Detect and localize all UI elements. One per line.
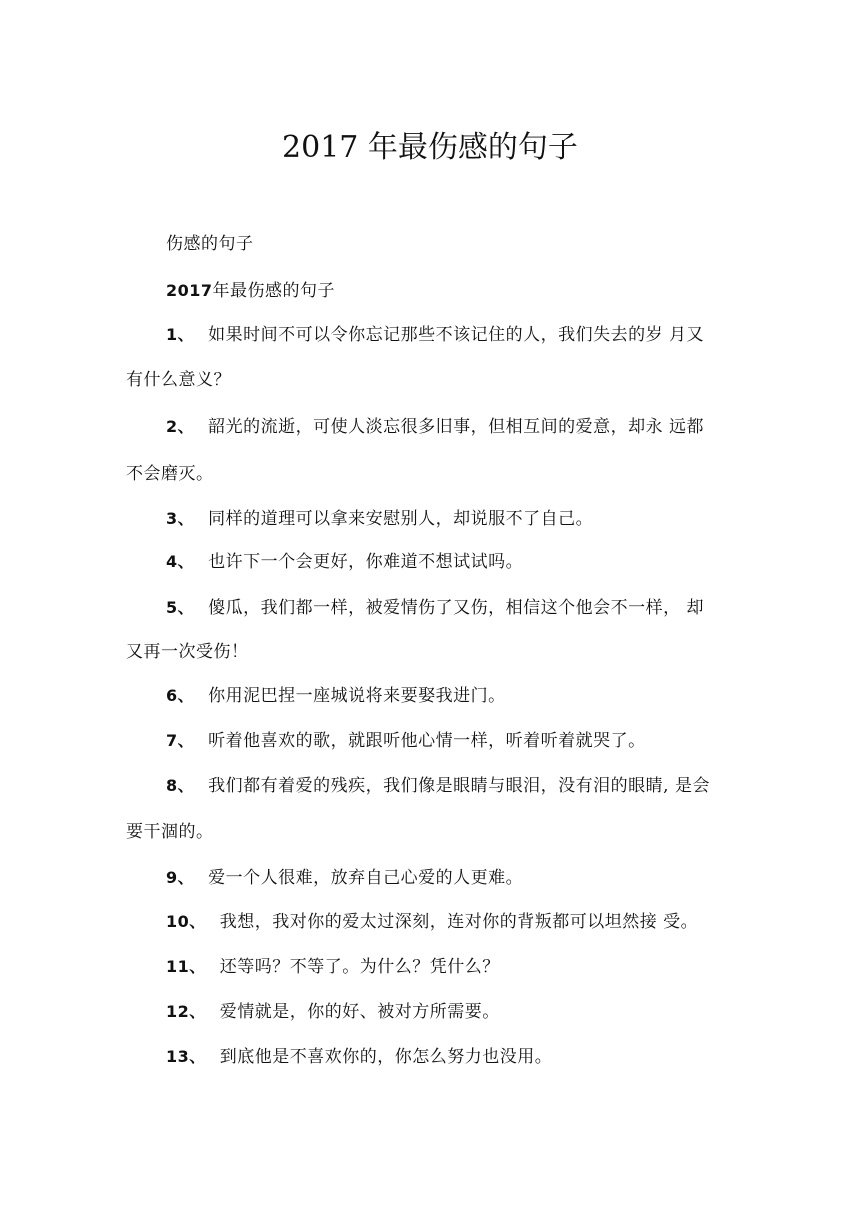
item-continuation: 有什么意义？ xyxy=(126,370,231,390)
item-text: 同样的道理可以拿来安慰别人，却说服不了自己。 xyxy=(208,509,594,529)
item-number: 4、 xyxy=(166,552,195,571)
item-text: 我想，我对你的爱太过深刻，连对你的背叛都可以坦然接 受。 xyxy=(219,912,699,932)
item-text: 还等吗？不等了。为什么？凭什么？ xyxy=(219,957,500,977)
item-text: 如果时间不可以令你忘记那些不该记住的人，我们失去的岁 月又 xyxy=(208,325,705,345)
list-item xyxy=(166,415,704,439)
list-item xyxy=(166,1000,500,1024)
page-title: 2017 年最伤感的句子 xyxy=(282,130,578,165)
subtitle: 伤感的句子 xyxy=(166,234,254,254)
list-item xyxy=(166,550,523,574)
item-continuation: 不会磨灭。 xyxy=(126,464,214,484)
item-number: 2、 xyxy=(166,417,195,436)
section-heading xyxy=(166,279,335,303)
item-text: 爱一个人很难，放弃自己心爱的人更难。 xyxy=(208,868,524,888)
item-text: 爱情就是，你的好、被对方所需要。 xyxy=(219,1002,500,1022)
list-item xyxy=(166,507,593,531)
item-number: 10、 xyxy=(166,912,206,931)
list-item xyxy=(166,1045,552,1069)
list-item xyxy=(166,323,704,347)
item-number: 8、 xyxy=(166,776,195,795)
item-text: 到底他是不喜欢你的，你怎么努力也没用。 xyxy=(219,1047,553,1067)
item-text: 傻瓜，我们都一样，被爱情伤了又伤，相信这个他会不一样， 却 xyxy=(208,598,705,618)
item-continuation: 要干涸的。 xyxy=(126,822,214,842)
item-number: 13、 xyxy=(166,1047,206,1066)
item-text: 你用泥巴捏一座城说将来要娶我进门。 xyxy=(208,686,506,706)
list-item xyxy=(166,866,523,890)
list-item xyxy=(166,596,704,620)
item-number: 5、 xyxy=(166,598,195,617)
list-item xyxy=(166,684,506,708)
item-number: 9、 xyxy=(166,868,195,887)
list-item xyxy=(166,955,500,979)
heading-text: 年最伤感的句子 xyxy=(212,281,336,301)
list-item xyxy=(166,774,710,798)
item-number: 1、 xyxy=(166,325,195,344)
item-text: 听着他喜欢的歌，就跟听他心情一样，听着听着就哭了。 xyxy=(208,731,646,751)
item-number: 7、 xyxy=(166,731,195,750)
item-number: 3、 xyxy=(166,509,195,528)
list-item xyxy=(166,910,698,934)
item-text: 韶光的流逝，可使人淡忘很多旧事，但相互间的爱意，却永 远都 xyxy=(208,417,705,437)
item-text: 也许下一个会更好，你难道不想试试吗。 xyxy=(208,552,524,572)
list-item xyxy=(166,729,646,753)
item-continuation: 又再一次受伤！ xyxy=(126,642,249,662)
item-number: 11、 xyxy=(166,957,206,976)
heading-year: 2017 xyxy=(166,281,213,300)
item-number: 12、 xyxy=(166,1002,206,1021)
item-number: 6、 xyxy=(166,686,195,705)
item-text: 我们都有着爱的残疾，我们像是眼睛与眼泪，没有泪的眼睛, 是会 xyxy=(208,776,710,796)
